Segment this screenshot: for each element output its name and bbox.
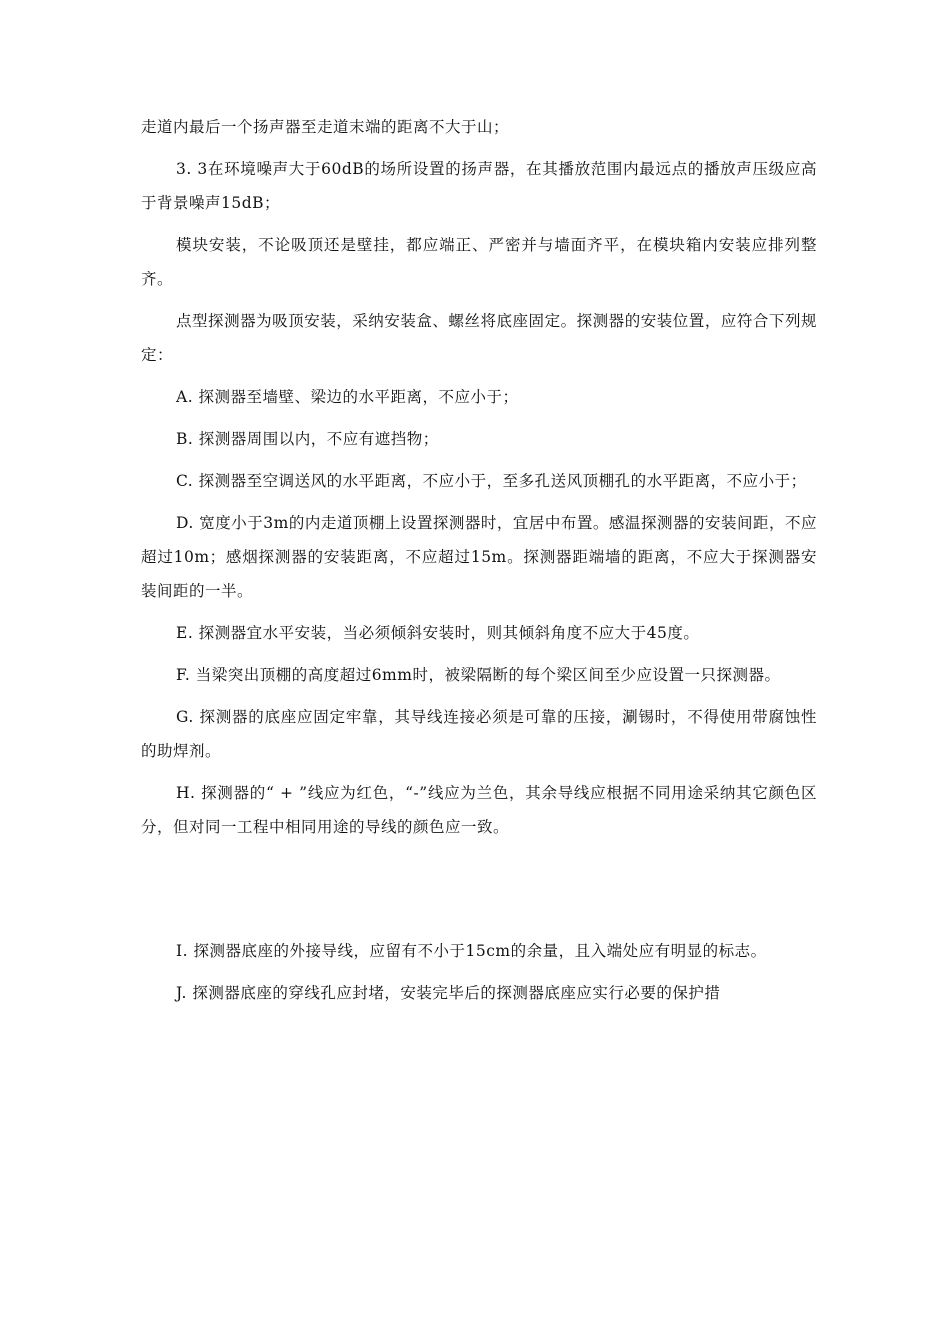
paragraph-item-b: B. 探测器周围以内，不应有遮挡物； <box>176 430 439 448</box>
paragraph-item-c: C. 探测器至空调送风的水平距离，不应小于，至多孔送风顶棚孔的水平距离，不应小于； <box>176 472 807 490</box>
paragraph-item-g: G. 探测器的底座应固定牢靠，其导线连接必须是可靠的压接，涮锡时，不得使用带腐蚀性的助焊剂。 <box>141 708 817 760</box>
paragraph-item-f: F. 当梁突出顶棚的高度超过6mm时，被梁隔断的每个梁区间至少应设置一只探测器。 <box>176 666 781 684</box>
paragraph-item-j: J. 探测器底座的穿线孔应封堵，安装完毕后的探测器底座应实行必要的保护措 <box>176 984 721 1002</box>
paragraph-item-a: A. 探测器至墙壁、梁边的水平距离，不应小于； <box>176 388 519 406</box>
paragraph-speaker-distance: 走道内最后一个扬声器至走道末端的距离不大于山； <box>141 118 510 136</box>
paragraph-3-3-noise: 3. 3在环境噪声大于60dB的场所设置的扬声器，在其播放范围内最远点的播放声压级应高于背景噪声15dB； <box>141 160 817 212</box>
paragraph-point-detector: 点型探测器为吸顶安装，采纳安装盒、螺丝将底座固定。探测器的安装位置，应符合下列规定： <box>141 312 817 364</box>
paragraph-item-e: E. 探测器宜水平安装，当必须倾斜安装时，则其倾斜角度不应大于45度。 <box>176 624 700 642</box>
paragraph-item-d: D. 宽度小于3m的内走道顶棚上设置探测器时，宜居中布置。感温探测器的安装间距，不应超过10m；感烟探测器的安装距离，不应超过15m。探测器距端墙的距离，不应大于探测器安装间距的一半。 <box>141 514 817 600</box>
paragraph-item-i: I. 探测器底座的外接导线，应留有不小于15cm的余量，且入端处应有明显的标志。 <box>176 942 767 960</box>
paragraph-item-h: H. 探测器的“ + ”线应为红色，“-”线应为兰色，其余导线应根据不同用途采纳其它颜色区分，但对同一工程中相同用途的导线的颜色应一致。 <box>141 784 817 836</box>
document-page <box>141 110 817 1018</box>
paragraph-gap <box>141 852 817 934</box>
paragraph-module-install: 模块安装，不论吸顶还是壁挂，都应端正、严密并与墙面齐平，在模块箱内安装应排列整齐。 <box>141 236 817 288</box>
